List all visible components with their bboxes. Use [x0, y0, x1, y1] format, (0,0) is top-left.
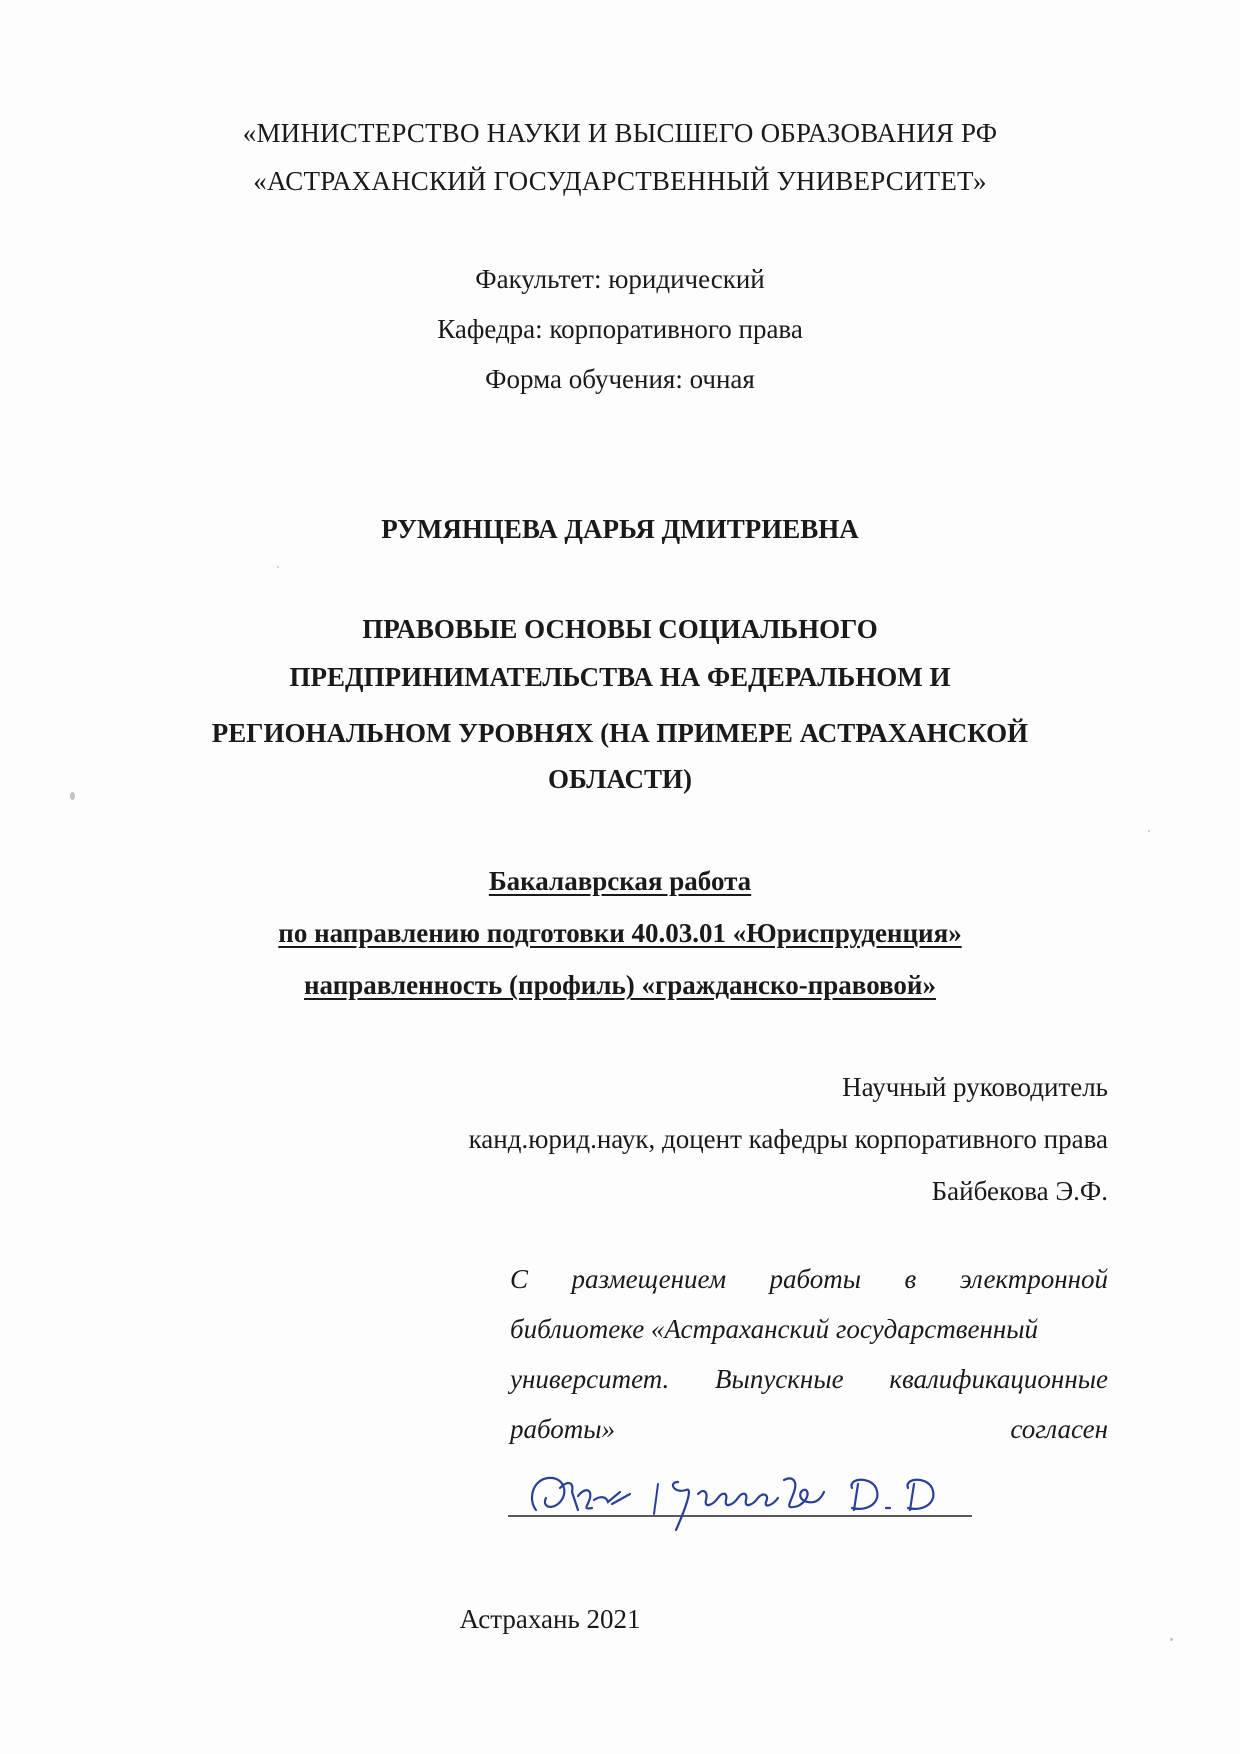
consent-word: С: [510, 1264, 529, 1294]
work-type-line-3: [0, 968, 1240, 1002]
work-type-line-1: [0, 864, 1240, 898]
thesis-title-line-4: ОБЛАСТИ): [548, 764, 692, 794]
work-type-text-3: направленность (профиль) «гражданско-правовой»: [304, 970, 936, 1000]
author-name: РУМЯНЦЕВА ДАРЬЯ ДМИТРИЕВНА: [381, 514, 859, 544]
department-line: Кафедра: корпоративного права: [437, 314, 803, 344]
consent-agree-word: согласен: [1010, 1414, 1108, 1444]
consent-word: размещением: [571, 1264, 727, 1294]
consent-word: университет.: [510, 1364, 670, 1394]
consent-word: в: [904, 1264, 917, 1294]
signature-initial-2: [908, 1480, 934, 1510]
thesis-title-line-1: ПРАВОВЫЕ ОСНОВЫ СОЦИАЛЬНОГО: [362, 614, 878, 644]
work-type-text-2: по направлению подготовки 40.03.01 «Юриспруденция»: [278, 918, 962, 948]
scan-speck: [70, 792, 75, 800]
consent-word: работы: [769, 1264, 862, 1294]
scan-speck: [277, 566, 279, 568]
handwritten-signature: [508, 1470, 978, 1532]
consent-line-2: [510, 1312, 1108, 1346]
signature-stroke: [532, 1478, 630, 1510]
consent-line-1: [510, 1262, 1108, 1296]
work-type-line-2: [0, 916, 1240, 950]
consent-word: квалификационные: [889, 1364, 1108, 1394]
university-heading: «АСТРАХАНСКИЙ ГОСУДАРСТВЕННЫЙ УНИВЕРСИТЕТ»: [253, 166, 987, 196]
consent-works-word: работы»: [510, 1414, 616, 1444]
consent-text: библиотеке «Астраханский государственный: [510, 1314, 1039, 1344]
scan-speck: [1170, 1638, 1173, 1641]
supervisor-title: канд.юрид.наук, доцент кафедры корпоративного права: [468, 1124, 1108, 1154]
consent-line-4: [510, 1412, 1108, 1446]
supervisor-label: Научный руководитель: [842, 1072, 1108, 1102]
consent-word: электронной: [959, 1264, 1108, 1294]
thesis-title-line-2: ПРЕДПРИНИМАТЕЛЬСТВА НА ФЕДЕРАЛЬНОМ И: [289, 662, 951, 692]
thesis-title-line-3: РЕГИОНАЛЬНОМ УРОВНЯХ (НА ПРИМЕРЕ АСТРАХАНСКОЙ: [211, 718, 1029, 748]
supervisor-name: Байбекова Э.Ф.: [931, 1176, 1108, 1206]
signature-separator-stroke: [654, 1484, 658, 1514]
faculty-line: Факультет: юридический: [475, 264, 765, 294]
work-type-text-1: Бакалаврская работа: [488, 866, 752, 896]
city-year: Астрахань 2021: [459, 1604, 641, 1634]
consent-line-3: [510, 1362, 1108, 1396]
signature-name-stroke: [673, 1479, 824, 1531]
scan-speck: [1148, 830, 1150, 832]
study-form-line: Форма обучения: очная: [485, 364, 755, 394]
ministry-heading: «МИНИСТЕРСТВО НАУКИ И ВЫСШЕГО ОБРАЗОВАНИЯ РФ: [242, 118, 998, 148]
signature-initial-1: [852, 1480, 890, 1510]
consent-word: Выпускные: [715, 1364, 844, 1394]
